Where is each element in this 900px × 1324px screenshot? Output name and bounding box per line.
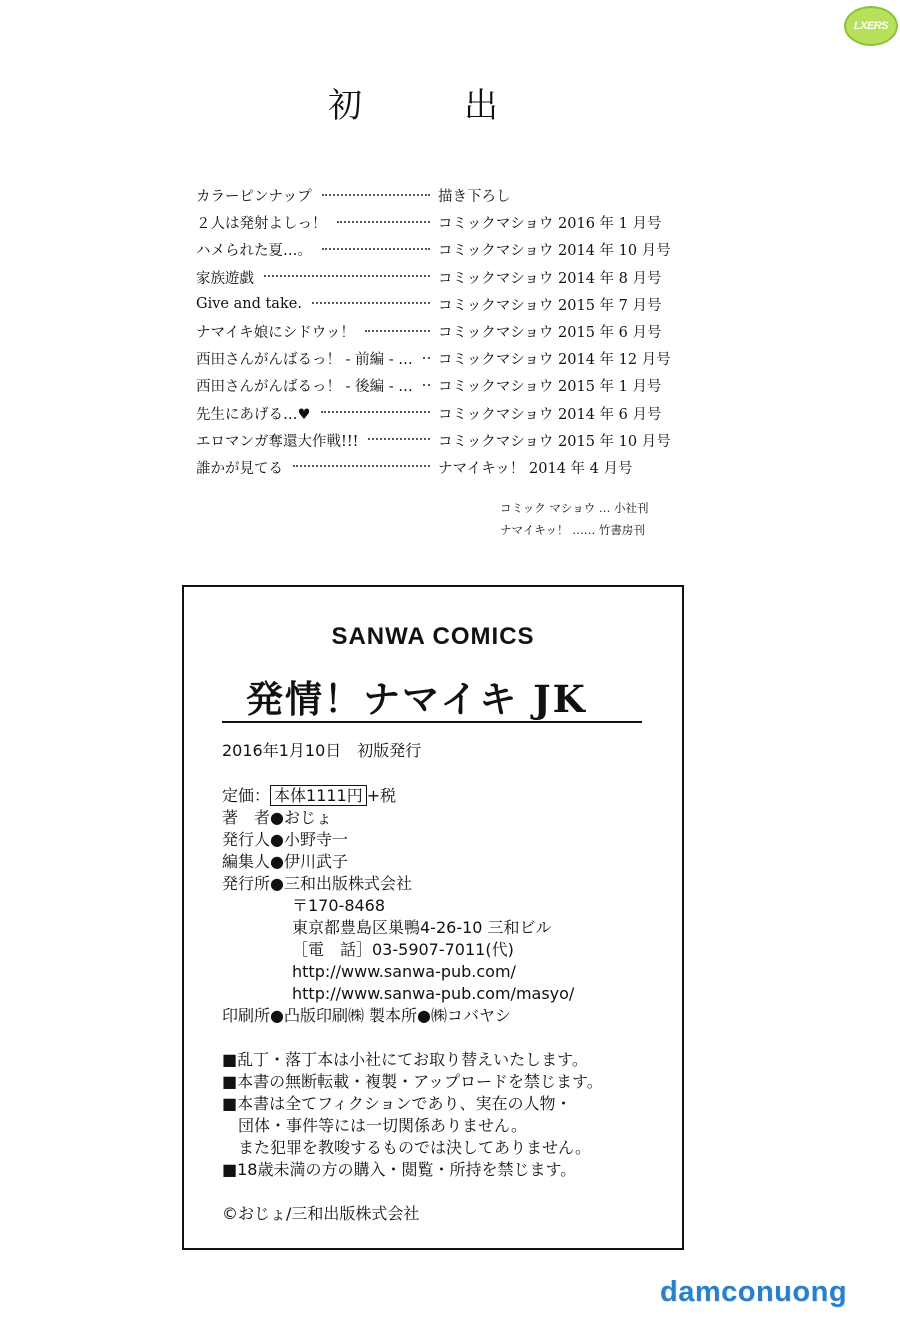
publisher-company-line: 発行所●三和出版株式会社 xyxy=(222,874,412,893)
credit-row xyxy=(196,264,676,291)
note-line: ■本書は全てフィクションであり、実在の人物・ xyxy=(222,1094,572,1113)
printing-line: 印刷所●凸版印刷㈱ 製本所●㈱コバヤシ xyxy=(222,1006,511,1025)
address: 東京都豊島区巣鴨4-26-10 三和ビル xyxy=(292,918,552,937)
publisher-note: ナマイキッ！ …… 竹書房刊 xyxy=(500,523,645,537)
credit-title: 先生にあげる…♥ xyxy=(196,406,311,423)
publish-date: 2016年1月10日 初版発行 xyxy=(222,741,422,760)
leader-dots xyxy=(423,384,430,386)
leader-dots xyxy=(322,248,430,250)
credit-title: 西田さんがんばるっ！ - 後編 - … xyxy=(196,379,413,396)
credit-source: 描き下ろし xyxy=(438,189,511,206)
page-title: 初 出 xyxy=(328,86,532,126)
credit-source: コミックマショウ 2014 年 6 月号 xyxy=(438,406,662,423)
url-main: http://www.sanwa-pub.com/ xyxy=(292,962,516,981)
credits-list xyxy=(196,182,676,481)
credit-row xyxy=(196,236,676,263)
credit-title: ナマイキ娘にシドウッ！ xyxy=(196,325,355,342)
credit-row xyxy=(196,291,676,318)
credit-row xyxy=(196,372,676,399)
colophon-box xyxy=(182,585,684,1250)
leader-dots xyxy=(312,302,430,304)
credit-title: 西田さんがんばるっ！ - 前編 - … xyxy=(196,352,413,369)
credit-title: カラーピンナップ xyxy=(196,189,312,206)
price-label: 定価： xyxy=(222,786,271,805)
leader-dots xyxy=(337,221,431,223)
credit-title: エロマンガ奪還大作戦!!! xyxy=(196,433,359,450)
series-name: SANWA COMICS xyxy=(331,623,535,650)
publisher-person-line: 発行人●小野寺一 xyxy=(222,830,348,849)
note-line: ■乱丁・落丁本は小社にてお取り替えいたします。 xyxy=(222,1050,588,1069)
credit-source: コミックマショウ 2014 年 8 月号 xyxy=(438,270,662,287)
credit-row xyxy=(196,427,676,454)
leader-dots xyxy=(293,465,430,467)
watermark: damconuong xyxy=(660,1276,848,1308)
credit-source: コミックマショウ 2014 年 10 月号 xyxy=(438,243,671,260)
url-masyo: http://www.sanwa-pub.com/masyo/ xyxy=(292,984,575,1003)
note-line: また犯罪を教唆するものでは決してありません。 xyxy=(238,1138,591,1157)
title-rule xyxy=(222,721,642,723)
leader-dots xyxy=(423,357,430,359)
credit-row xyxy=(196,209,676,236)
credit-source: コミックマショウ 2015 年 7 月号 xyxy=(438,297,662,314)
publisher-notes xyxy=(500,497,670,541)
publisher-note: コミック マショウ … 小社刊 xyxy=(500,501,649,515)
credit-title: 誰かが見てる xyxy=(196,460,283,477)
author-line: 著 者●おじょ xyxy=(222,808,332,827)
site-logo: LXERS xyxy=(844,6,898,46)
phone: ［電 話］03-5907-7011(代) xyxy=(292,940,514,959)
leader-dots xyxy=(264,275,430,277)
leader-dots xyxy=(321,411,431,413)
note-line: ■18歳未満の方の購入・閲覧・所持を禁じます。 xyxy=(222,1160,577,1179)
book-title: 発情！ナマイキ JK xyxy=(246,677,587,721)
credit-source: コミックマショウ 2015 年 6 月号 xyxy=(438,325,662,342)
price-line xyxy=(222,786,396,806)
credit-source: コミックマショウ 2015 年 10 月号 xyxy=(438,433,671,450)
credit-row xyxy=(196,454,676,481)
credit-title: ２人は発射よしっ！ xyxy=(196,216,327,233)
credit-source: コミックマショウ 2014 年 12 月号 xyxy=(438,352,671,369)
credit-title: 家族遊戯 xyxy=(196,270,254,287)
credit-row xyxy=(196,400,676,427)
credit-source: コミックマショウ 2016 年 1 月号 xyxy=(438,216,662,233)
note-line: ■本書の無断転載・複製・アップロードを禁じます。 xyxy=(222,1072,603,1091)
leader-dots xyxy=(365,330,430,332)
price-suffix: +税 xyxy=(366,786,397,805)
note-line: 団体・事件等には一切関係ありません。 xyxy=(238,1116,527,1135)
credit-row xyxy=(196,345,676,372)
leader-dots xyxy=(368,438,430,440)
credit-row xyxy=(196,182,676,209)
leader-dots xyxy=(322,194,430,196)
credit-row xyxy=(196,318,676,345)
credit-title: Give and take. xyxy=(196,296,302,313)
credit-source: コミックマショウ 2015 年 1 月号 xyxy=(438,379,662,396)
credit-title: ハメられた夏…。 xyxy=(196,243,312,260)
price-value: 本体1111円 xyxy=(270,785,367,806)
credit-source: ナマイキッ！ 2014 年 4 月号 xyxy=(438,460,633,477)
copyright: ©おじょ/三和出版株式会社 xyxy=(222,1204,420,1223)
editor-line: 編集人●伊川武子 xyxy=(222,852,348,871)
postal-code: 〒170-8468 xyxy=(292,896,386,915)
